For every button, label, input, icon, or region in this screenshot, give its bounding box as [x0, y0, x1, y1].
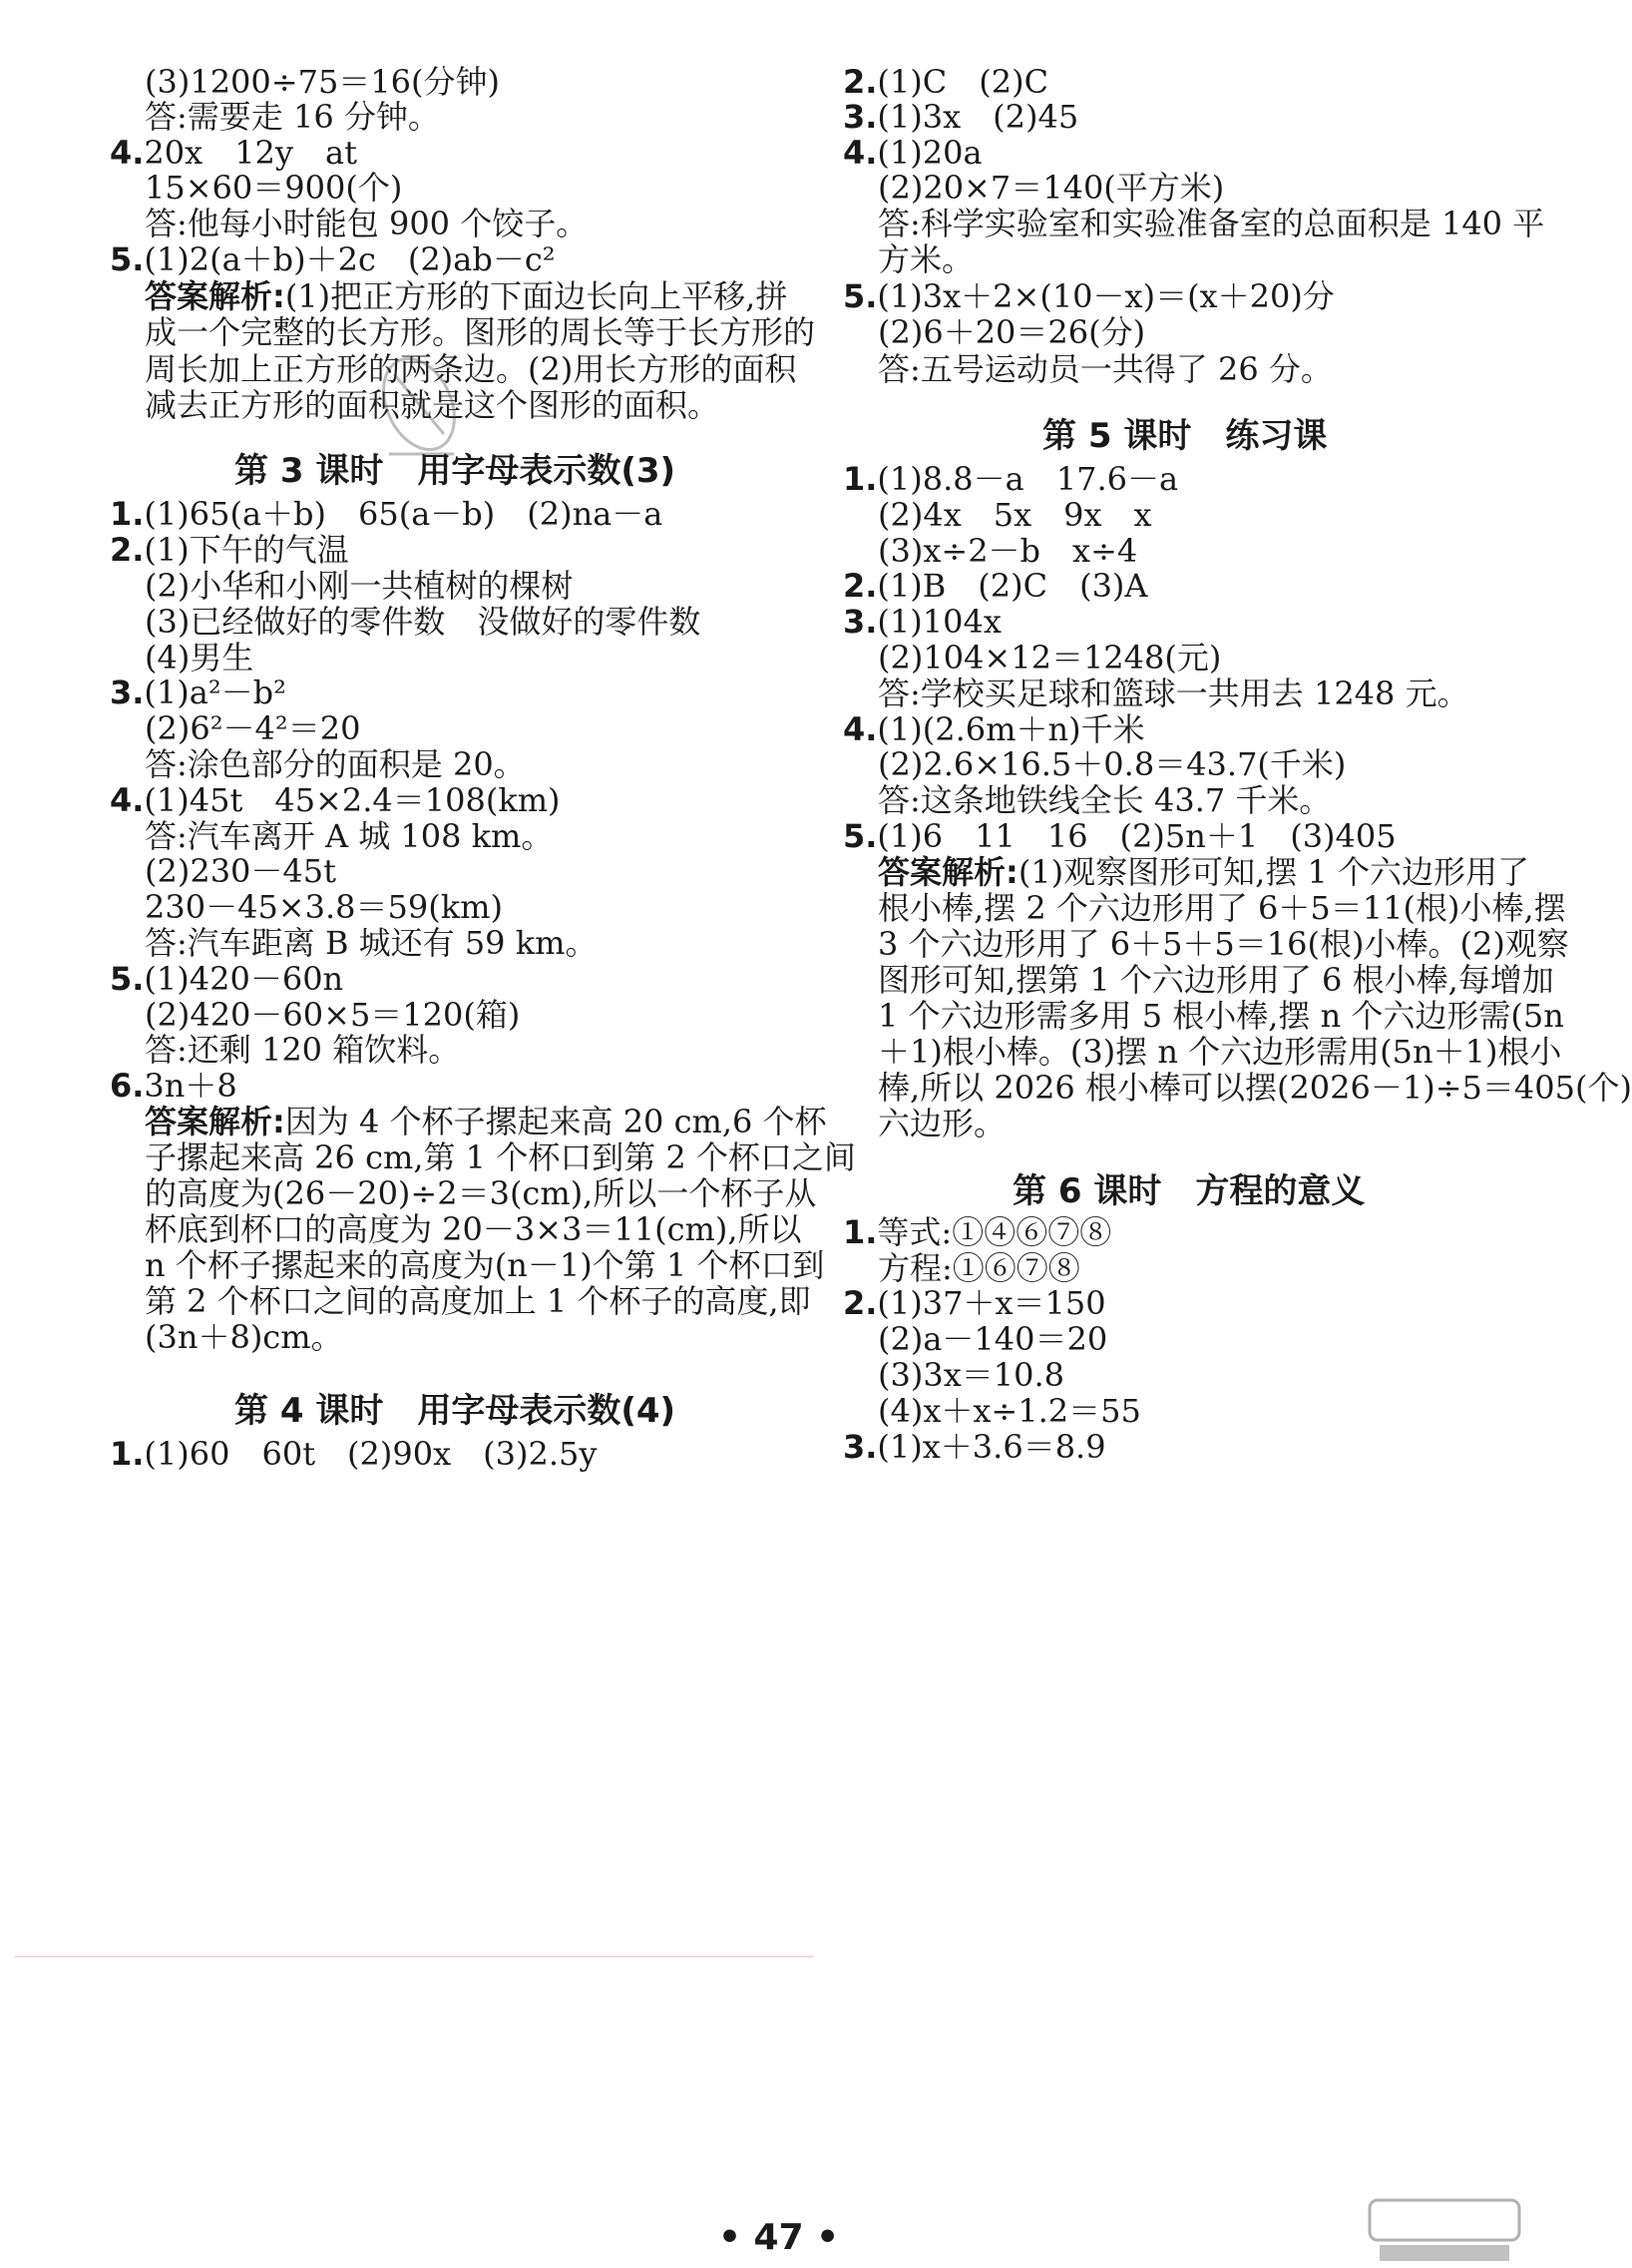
answer-line: 3.(1)3x (2)45	[843, 98, 1079, 136]
stamp-logo-icon	[364, 334, 474, 494]
answer-line: n 个杯子摞起来的高度为(n－1)个第 1 个杯口到	[145, 1246, 825, 1284]
answer-line: 周长加上正方形的两条边。(2)用长方形的面积	[145, 350, 797, 388]
answer-line: ＋1)根小棒。(3)摆 n 个六边形需用(5n＋1)根小	[878, 1033, 1562, 1071]
answer-line: 1.(1)8.8－a 17.6－a	[843, 460, 1179, 498]
answer-line: 答:汽车距离 B 城还有 59 km。	[145, 924, 598, 962]
answer-line: 5.(1)2(a＋b)＋2c (2)ab－c²	[110, 240, 556, 278]
answer-line: 图形可知,摆第 1 个六边形用了 6 根小棒,每增加	[878, 961, 1554, 999]
answer-line: 六边形。	[878, 1105, 1007, 1142]
answer-line: (3)1200÷75＝16(分钟)	[145, 63, 500, 101]
answer-line: 3 个六边形用了 6＋5＋5＝16(根)小棒。(2)观察	[878, 925, 1569, 963]
answer-line: 4.(1)20a	[843, 134, 983, 172]
answer-line: 5.(1)6 11 16 (2)5n＋1 (3)405	[843, 817, 1397, 855]
answer-line: (2)20×7＝140(平方米)	[878, 169, 1225, 207]
answer-line: 2.(1)B (2)C (3)A	[843, 567, 1148, 605]
answer-line: 6.3n＋8	[110, 1067, 237, 1105]
answer-line: 3.(1)x＋3.6＝8.9	[843, 1428, 1106, 1466]
answer-line: 答:需要走 16 分钟。	[145, 98, 440, 136]
answer-line: 1.(1)60 60t (2)90x (3)2.5y	[110, 1435, 598, 1473]
answer-line: (3)已经做好的零件数 没做好的零件数	[145, 603, 701, 641]
answer-line: (2)2.6×16.5＋0.8＝43.7(千米)	[878, 745, 1347, 783]
answer-line: 5.(1)420－60n	[110, 960, 344, 998]
answer-line: 答:还剩 120 箱饮料。	[145, 1031, 461, 1069]
answer-line: 2.(1)C (2)C	[843, 63, 1049, 101]
page-number: • 47 •	[718, 2217, 840, 2258]
answer-line: (3)3x＝10.8	[878, 1356, 1064, 1394]
answer-line: (4)男生	[145, 639, 254, 677]
answer-line: (3)x÷2－b x÷4	[878, 532, 1138, 570]
answer-line: 答:他每小时能包 900 个饺子。	[145, 205, 589, 242]
answer-line: (2)420－60×5＝120(箱)	[145, 996, 521, 1034]
answer-line: (4)x＋x÷1.2＝55	[878, 1392, 1141, 1430]
answer-line: 1 个六边形需多用 5 根小棒,摆 n 个六边形需(5n	[878, 997, 1564, 1035]
answer-analysis: 答案解析:因为 4 个杯子摞起来高 20 cm,6 个杯	[145, 1103, 827, 1140]
answer-line: 230－45×3.8＝59(km)	[145, 888, 503, 926]
watermark-logo-icon	[1365, 2195, 1524, 2265]
answer-line: 答:科学实验室和实验准备室的总面积是 140 平	[878, 205, 1545, 242]
answer-line: 杯底到杯口的高度为 20－3×3＝11(cm),所以	[145, 1210, 802, 1248]
answer-line: (2)小华和小刚一共植树的棵树	[145, 567, 574, 605]
answer-line: (3n＋8)cm。	[145, 1318, 343, 1356]
answer-line: 的高度为(26－20)÷2＝3(cm),所以一个杯子从	[145, 1174, 817, 1212]
answer-line: 棒,所以 2026 根小棒可以摆(2026－1)÷5＝405(个)	[878, 1069, 1632, 1107]
answer-line: 5.(1)3x＋2×(10－x)＝(x＋20)分	[843, 277, 1335, 315]
answer-line: 方程:①⑥⑦⑧	[878, 1249, 1080, 1287]
answer-line: 4.20x 12y at	[110, 134, 357, 172]
answer-line: (2)6²－4²＝20	[145, 709, 361, 747]
answer-line: 成一个完整的长方形。图形的周长等于长方形的	[145, 313, 816, 351]
answer-line: 1.等式:①④⑥⑦⑧	[843, 1213, 1112, 1251]
answer-line: 答:五号运动员一共得了 26 分。	[878, 350, 1333, 388]
answer-line: 2.(1)下午的气温	[110, 531, 349, 569]
answer-line: 答:这条地铁线全长 43.7 千米。	[878, 781, 1332, 819]
answer-line: (2)a－140＝20	[878, 1320, 1108, 1358]
answer-line: 子摞起来高 26 cm,第 1 个杯口到第 2 个杯口之间	[145, 1138, 856, 1176]
answer-line: 4.(1)45t 45×2.4＝108(km)	[110, 781, 561, 819]
answer-line: 4.(1)(2.6m＋n)千米	[843, 710, 1145, 748]
answer-line: (2)6＋20＝26(分)	[878, 313, 1146, 351]
answer-line: (2)104×12＝1248(元)	[878, 639, 1222, 677]
answer-line: (2)4x 5x 9x x	[878, 496, 1152, 534]
answer-line: 1.(1)65(a＋b) 65(a－b) (2)na－a	[110, 495, 663, 533]
answer-line: 2.(1)37＋x＝150	[843, 1284, 1106, 1322]
section-divider	[15, 1956, 813, 1958]
answer-analysis: 答案解析:(1)把正方形的下面边长向上平移,拼	[145, 277, 788, 315]
answer-line: 3.(1)104x	[843, 603, 1002, 641]
answer-line: (2)230－45t	[145, 852, 336, 890]
answer-line: 根小棒,摆 2 个六边形用了 6＋5＝11(根)小棒,摆	[878, 889, 1566, 927]
answer-line: 3.(1)a²－b²	[110, 674, 286, 711]
section-title: 第 6 课时 方程的意义	[1013, 1171, 1366, 1211]
answer-line: 方米。	[878, 240, 975, 278]
answer-line: 答:涂色部分的面积是 20。	[145, 745, 526, 783]
answer-line: 答:汽车离开 A 城 108 km。	[145, 817, 554, 855]
section-title: 第 5 课时 练习课	[1042, 416, 1328, 456]
answer-line: 减去正方形的面积就是这个图形的面积。	[145, 386, 720, 424]
answer-line: 15×60＝900(个)	[145, 169, 403, 207]
answer-line: 答:学校买足球和篮球一共用去 1248 元。	[878, 675, 1469, 712]
answer-line: 第 2 个杯口之间的高度加上 1 个杯子的高度,即	[145, 1282, 811, 1320]
answer-analysis: 答案解析:(1)观察图形可知,摆 1 个六边形用了	[878, 853, 1530, 891]
section-title: 第 4 课时 用字母表示数(4)	[234, 1391, 676, 1431]
section-title: 第 3 课时 用字母表示数(3)	[234, 451, 676, 491]
